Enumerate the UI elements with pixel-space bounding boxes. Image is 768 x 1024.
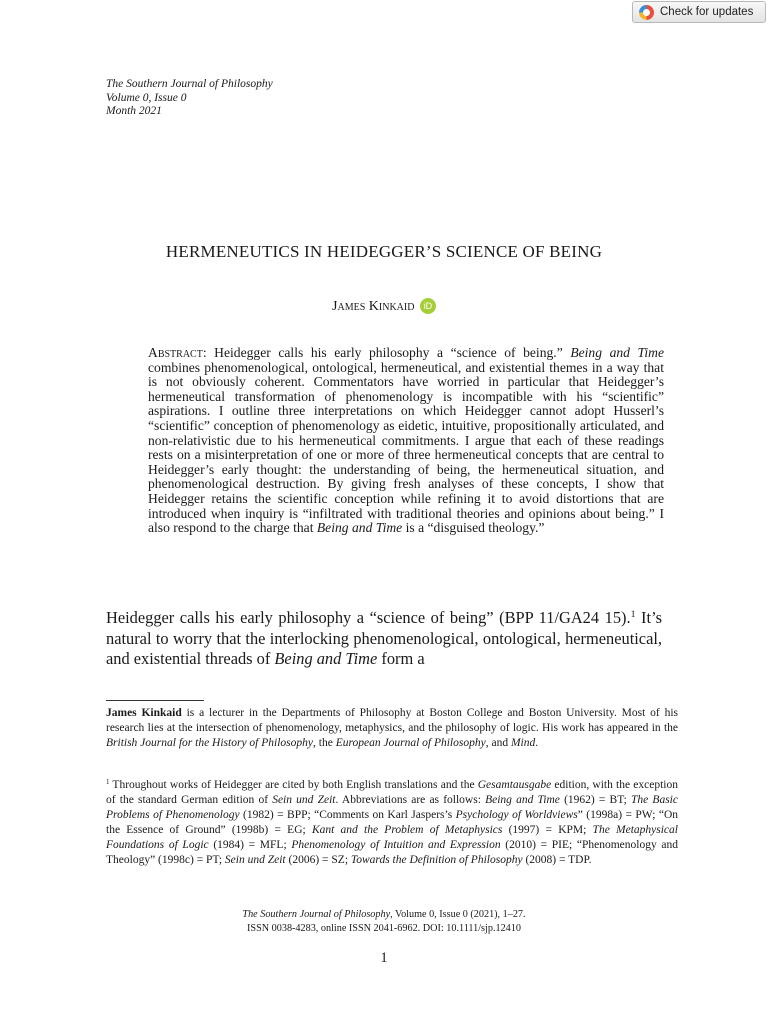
text-run: (1982) = BPP; “Comments on Karl Jaspers’s [239,809,456,821]
italic-text: Being and Time [316,520,403,536]
footnote-1 [106,778,678,868]
italic-text: Being and Time [485,794,560,806]
text-run: is a “disguised theology.” [402,520,545,536]
text-run: (2006) = SZ; [285,854,351,866]
text-run: Heidegger calls his early philosophy a “science of being.” [206,345,571,360]
italic-text: The Metaphysical Foundations of Logic [106,824,678,851]
check-for-updates-label: Check for updates [660,6,754,18]
author-bio-note [106,706,678,751]
journal-imprint [0,908,768,936]
italic-text: British Journal for the History of Philosophy [106,737,313,749]
author-line [0,298,768,315]
text-run: , the [313,737,336,749]
italic-text: Towards the Definition of Philosophy [350,854,523,866]
imprint-issn-doi: ISSN 0038-4283, online ISSN 2041-6962. DOI: 10.1111/sjp.12410 [247,923,521,934]
italic-text: Sein und Zeit [272,794,336,806]
text-run: (1984) = MFL; [208,839,292,851]
text-run: (2010) = PIE; “Phenomenology and Theology” (1998c) = PT; [106,839,679,866]
journal-volume-issue: Volume 0, Issue 0 [106,91,187,104]
journal-header [106,78,273,119]
page-number: 1 [380,950,388,966]
crossmark-icon [639,5,654,20]
text-run: is a lecturer in the Departments of Philosophy at Boston College and Boston University. Most of his research lies at the intersection of phenomenology, metaphysics, and the philosophy of logic. His work has appeared in the [106,707,678,734]
italic-text: Psychology of Worldviews [455,809,578,821]
text-run: combines phenomenological, ontological, hermeneutical, and existential themes in a way that is not obviously coherent. Commentators have worried in particular that Heidegger’s hermeneutical transformation of phenomenology is incompatible with his “scientific” aspirations. I outline three interpretations on which Heidegger cannot adopt Husserl’s “scientific” conception of phenomenology as eidetic, intuitive, propositionally articulated, and non-relativistic due to his hermeneutical commitments. I argue that each of these readings rests on a misinterpretation of one or more of three hermeneutical concepts that are central to Heidegger’s early thought: the understanding of being, the hermeneutical situation, and phenomenological destruction. By giving fresh analyses of these concepts, I show that Heidegger retains the scientific conception while refining it to avoid distortions that are introduced when inquiry is “infiltrated with traditional theories and opinions about being.” I also respond to the charge that [148,359,664,536]
author-name: James Kinkaid [332,299,415,314]
text-run: (2008) = TDP. [522,854,592,866]
text-run: , and [485,737,511,749]
text-run: ” (1998a) = PW; “On the Essence of Ground” (1998b) = EG; [106,809,679,836]
abstract-text [148,345,664,535]
text-run: (1997) = KPM; [502,824,593,836]
italic-text: European Journal of Philosophy [335,737,486,749]
italic-text: Gesamtausgabe [477,779,552,791]
italic-text: Sein und Zeit [224,854,286,866]
body-paragraph [106,608,662,670]
text-run: . Abbreviations are as follows: [335,794,486,806]
bold-text: James Kinkaid [106,707,182,719]
italic-text: Mind [510,737,536,749]
journal-date: Month 2021 [106,105,162,117]
text-run: Throughout works of Heidegger are cited by both English translations and the [109,779,478,791]
footnote-divider [106,700,204,701]
italic-text: Being and Time [274,649,378,668]
text-run: , Volume 0, Issue 0 (2021), 1–27. [390,909,526,920]
orcid-icon[interactable]: iD [420,298,436,314]
italic-text: Kant and the Problem of Metaphysics [311,824,503,836]
check-for-updates-button[interactable] [632,1,766,23]
abstract-label: Abstract: [148,345,207,360]
text-run: Heidegger calls his early philosophy a “science of being” (BPP 11/GA24 15). [106,608,631,627]
text-run: edition, with the exception of the standard German edition of [106,779,678,806]
text-run: It’s natural to worry that the interlocking phenomenological, ontological, hermeneutical, and existential threads of [106,608,662,668]
italic-text: Being and Time [570,345,664,360]
italic-text: Phenomenology of Intuition and Expression [291,839,501,851]
abstract [148,346,664,536]
text-run: form a [377,649,425,668]
italic-text: The Southern Journal of Philosophy [242,909,391,920]
text-run: (1962) = BT; [559,794,631,806]
journal-name: The Southern Journal of Philosophy [106,78,273,90]
italic-text: The Basic Problems of Phenomenology [106,794,678,821]
footnote-marker: 1 [630,609,636,621]
imprint-citation [0,908,768,922]
text-run: . [535,737,539,749]
article-title: HERMENEUTICS IN HEIDEGGER’S SCIENCE OF BEING [165,242,603,261]
footnote-marker: 1 [106,778,110,786]
